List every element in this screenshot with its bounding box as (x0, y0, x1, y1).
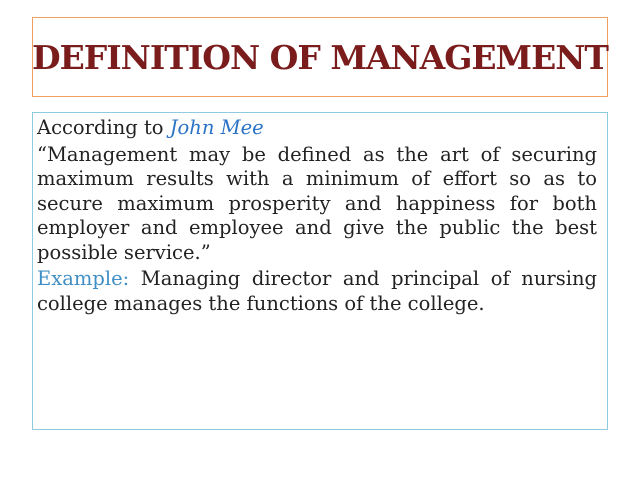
intro-line (37, 116, 597, 141)
example-paragraph (37, 267, 597, 316)
slide-title: DEFINITION OF MANAGEMENT (32, 37, 608, 77)
example-label: Example: (37, 267, 130, 290)
content-box (32, 112, 608, 430)
title-box (32, 17, 608, 97)
intro-prefix: According to (37, 116, 170, 139)
example-text: Managing director and principal of nursing college manages the functions of the college. (37, 267, 597, 315)
definition-quote: “Management may be defined as the art of securing maximum results with a minimum of effort so as to secure maximum prosperity and happiness for both employer and employee and give the public the best possible service.” (37, 142, 597, 264)
author-name: John Mee (169, 116, 264, 139)
